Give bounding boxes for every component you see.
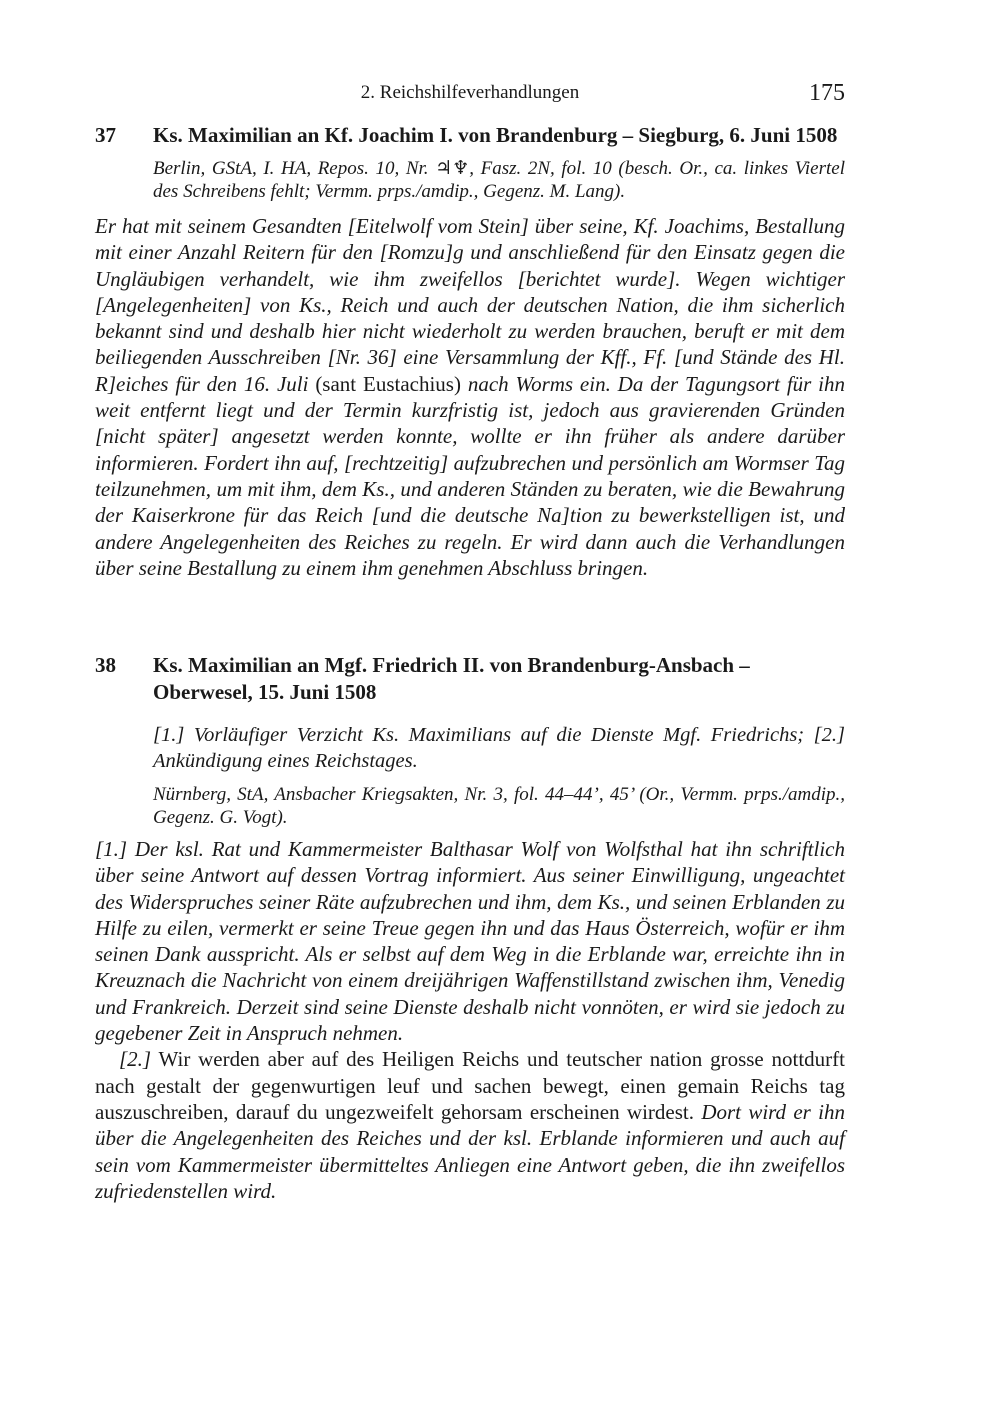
document-body (95, 213, 845, 581)
document-entry (95, 122, 845, 581)
paragraph (95, 1046, 845, 1204)
document-heading (95, 122, 845, 149)
paragraph-marker: [2.] (119, 1047, 152, 1072)
document-number: 38 (95, 653, 116, 677)
regest-text: Dort wird er ihn über die Angelegenheiten des Reiches und der ksl. Erblande informieren und auch auf sein vom Kammermeister übermitteltes Anliegen eine Antwort geben, die ihn zweifellos zufriedenstellen wird. (95, 1099, 846, 1203)
document-body (95, 836, 845, 1204)
page-number: 175 (809, 80, 845, 106)
source-reference: Berlin, GStA, I. HA, Repos. 10, Nr. ♃♆, Fasz. 2N, fol. 10 (besch. Or., ca. linkes Viertel des Schreibens fehlt; Vermm. prps./amdip., Gegenz. M. Lang). (153, 158, 845, 202)
paragraph: [1.] Der ksl. Rat und Kammermeister Balthasar Wolf von Wolfsthal hat ihn schriftlich über seine Antwort auf dessen Vortrag informiert. Aus seiner Einwilligung, ungeachtet des Widerspruches seiner Räte aufzubrechen und ihm, dem Ks., und seinen Erblanden zu Hilfe zu eilen, vermerkt er seine Treue gegen ihn und das Haus Österreich, wofür er ihm seinen Dank ausspricht. Als er selbst auf dem Weg in die Erblande war, erreichte ihn in Kreuznach die Nachricht von einem dreijährigen Waffenstillstand zwischen ihm, Venedig und Frankreich. Derzeit sind seine Dienste deshalb nicht vonnöten, er wird sie jedoch zu gegebener Zeit in Anspruch nehmen. (95, 837, 845, 1046)
source-reference: Nürnberg, StA, Ansbacher Kriegsakten, Nr. 3, fol. 44–44’, 45’ (Or., Vermm. prps./amdip., Gegenz. G. Vogt). (153, 784, 845, 828)
running-head (95, 80, 845, 110)
document-entry (95, 652, 845, 1204)
document-number: 37 (95, 123, 116, 147)
quoted-source-text: Wir werden aber auf des Heiligen Reichs und teutscher nation grosse nottdurft nach gestalt der gegenwurtigen leuf und sachen bewegt, einen gemain Reichs tag auszuschreiben, darauf du ungezweifelt gehorsam erscheinen wirdest. (95, 1047, 846, 1124)
document-heading (95, 652, 845, 706)
regest-text: nach Worms ein. Da der Tagungsort für ihn weit entfernt liegt und der Termin kurzfristig ist, jedoch aus gravierenden Gründen [nicht später] angesetzt werden konnte, wollte er ihn früher als andere darüber informieren. Fordert ihn auf, [rechtzeitig] aufzubrechen und persönlich am Wormser Tag teilzunehmen, um mit ihm, dem Ks., und anderen Ständen zu beraten, wie die Bewahrung der Kaiserkrone für das Reich [und die deutsche Na]tion zu bewerkstelligen ist, und andere Angelegenheiten des Reiches zu regeln. Er wird dann auch die Verhandlungen über seine Bestallung zu einem ihm genehmen Abschluss bringen. (95, 371, 846, 580)
document-title: Ks. Maximilian an Kf. Joachim I. von Brandenburg – Siegburg, 6. Juni 1508 (153, 123, 838, 147)
document-summary: [1.] Vorläufiger Verzicht Ks. Maximilians auf die Dienste Mgf. Friedrichs; [2.] Ankündigung eines Reichstages. (153, 724, 845, 772)
document-title: Ks. Maximilian an Mgf. Friedrich II. von Brandenburg-Ansbach – Oberwesel, 15. Juni 1508 (153, 653, 750, 704)
running-head-title: 2. Reichshilfeverhandlungen (360, 82, 580, 103)
quoted-term: (sant Eustachius) (315, 371, 461, 396)
regest-text: Er hat mit seinem Gesandten [Eitelwolf vom Stein] über seine, Kf. Joachims, Bestallung mit einer Anzahl Reitern für den [Romzu]g und anschließend für den Einsatz gegen die Ungläubigen verhandelt, wie ihm zweifellos [berichtet wurde]. Wegen wichtiger [Angelegenheiten] von Ks., Reich und auch der deutschen Nation, die ihm sicherlich bekannt sind und deshalb hier nicht wiederholt zu werden brauchen, beruft er mit dem beiliegenden Ausschreiben [Nr. 36] eine Versammlung der Kff., Ff. [und Stände des Hl. R]eiches für den 16. Juli (95, 214, 845, 396)
